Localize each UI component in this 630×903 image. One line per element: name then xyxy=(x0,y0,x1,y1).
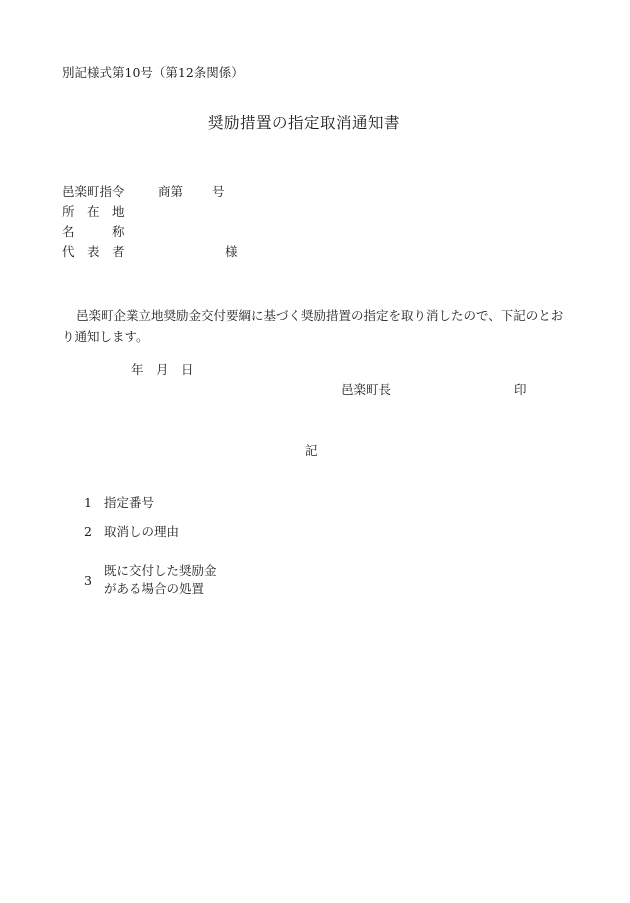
honorific: 様 xyxy=(225,244,238,259)
notes-heading: 記 xyxy=(305,443,318,458)
seal-mark: 印 xyxy=(514,382,527,397)
note-label-continued: がある場合の処置 xyxy=(104,581,205,596)
note-number: 3 xyxy=(84,573,92,588)
directive-suffix: 号 xyxy=(212,184,225,199)
note-label: 指定番号 xyxy=(104,495,155,510)
note-number: 2 xyxy=(84,524,92,539)
document-title: 奨励措置の指定取消通知書 xyxy=(208,114,401,132)
note-label: 既に交付した奨励金 xyxy=(104,563,217,578)
name-label: 名 称 xyxy=(62,224,125,239)
directive-prefix: 邑楽町指令 xyxy=(62,184,125,199)
form-number: 別記様式第10号（第12条関係） xyxy=(62,65,244,80)
representative-label: 代 表 者 xyxy=(62,244,125,259)
note-number: 1 xyxy=(84,495,92,510)
directive-mid: 商第 xyxy=(158,184,184,199)
body-paragraph: 邑楽町企業立地奨励金交付要綱に基づく奨励措置の指定を取り消したので、下記のとおり通知します。 xyxy=(62,308,564,344)
issue-date: 年 月 日 xyxy=(131,362,194,377)
issuer-title: 邑楽町長 xyxy=(341,382,392,397)
address-label: 所 在 地 xyxy=(62,204,125,219)
note-label: 取消しの理由 xyxy=(104,524,180,539)
